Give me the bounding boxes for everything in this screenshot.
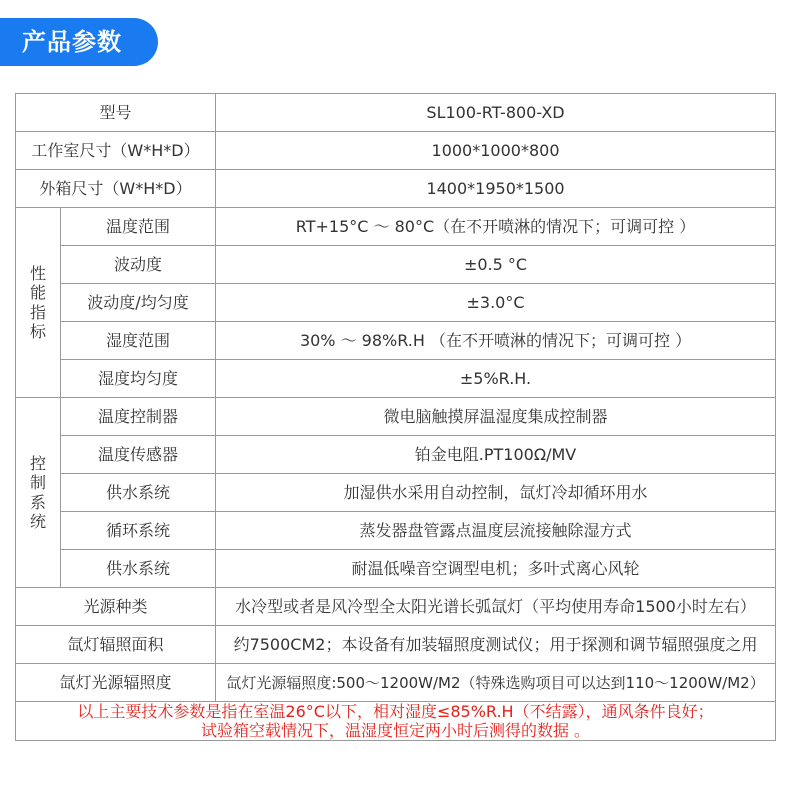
section-header-bar bbox=[0, 18, 158, 66]
row-value: ±3.0°C bbox=[216, 284, 776, 322]
note-cell bbox=[16, 702, 776, 741]
table-row bbox=[16, 170, 776, 208]
row-label: 温度范围 bbox=[61, 208, 216, 246]
row-value: 水冷型或者是风冷型全太阳光谱长弧氙灯（平均使用寿命1500小时左右） bbox=[216, 588, 776, 626]
note-line-1: 以上主要技术参数是指在室温26°C以下，相对湿度≤85%R.H（不结露），通风条件良好； bbox=[77, 702, 714, 721]
row-label: 湿度范围 bbox=[61, 322, 216, 360]
table-row bbox=[16, 436, 776, 474]
table-row bbox=[16, 626, 776, 664]
row-label: 波动度/均匀度 bbox=[61, 284, 216, 322]
table-row bbox=[16, 550, 776, 588]
row-label: 供水系统 bbox=[61, 550, 216, 588]
row-value: 1400*1950*1500 bbox=[216, 170, 776, 208]
table-row bbox=[16, 512, 776, 550]
table-row bbox=[16, 398, 776, 436]
row-value: 氙灯光源辐照度:500～1200W/M2（特殊选购项目可以达到110～1200W/M2） bbox=[216, 664, 776, 702]
table-row bbox=[16, 588, 776, 626]
row-label: 波动度 bbox=[61, 246, 216, 284]
table-row bbox=[16, 664, 776, 702]
row-value: 蒸发器盘管露点温度层流接触除湿方式 bbox=[216, 512, 776, 550]
row-value: SL100-RT-800-XD bbox=[216, 94, 776, 132]
group-label-text: 控 制 系 统 bbox=[29, 454, 46, 531]
note-line-2: 试验箱空载情况下，温湿度恒定两小时后测得的数据 。 bbox=[200, 721, 591, 741]
table-row bbox=[16, 246, 776, 284]
row-label: 温度控制器 bbox=[61, 398, 216, 436]
row-label: 湿度均匀度 bbox=[61, 360, 216, 398]
row-label: 工作室尺寸（W*H*D） bbox=[16, 132, 216, 170]
row-value: 加湿供水采用自动控制，氙灯冷却循环用水 bbox=[216, 474, 776, 512]
row-label: 温度传感器 bbox=[61, 436, 216, 474]
row-value: 约7500CM2；本设备有加装辐照度测试仪；用于探测和调节辐照强度之用 bbox=[216, 626, 776, 664]
note-row bbox=[16, 702, 776, 741]
row-value: ±5%R.H. bbox=[216, 360, 776, 398]
table-row bbox=[16, 322, 776, 360]
section-title: 产品参数 bbox=[22, 28, 122, 56]
row-label: 循环系统 bbox=[61, 512, 216, 550]
table-row bbox=[16, 360, 776, 398]
table-row bbox=[16, 284, 776, 322]
row-value: 耐温低噪音空调型电机；多叶式离心风轮 bbox=[216, 550, 776, 588]
row-label: 供水系统 bbox=[61, 474, 216, 512]
table-row bbox=[16, 474, 776, 512]
row-value: ±0.5 °C bbox=[216, 246, 776, 284]
row-label: 氙灯辐照面积 bbox=[16, 626, 216, 664]
row-value: 铂金电阻.PT100Ω/MV bbox=[216, 436, 776, 474]
row-label: 外箱尺寸（W*H*D） bbox=[16, 170, 216, 208]
table-row bbox=[16, 132, 776, 170]
table-row bbox=[16, 94, 776, 132]
row-value: RT+15°C ～ 80°C（在不开喷淋的情况下；可调可控 ） bbox=[216, 208, 776, 246]
row-label: 氙灯光源辐照度 bbox=[16, 664, 216, 702]
group-label-performance bbox=[16, 208, 61, 398]
row-label: 光源种类 bbox=[16, 588, 216, 626]
table-row bbox=[16, 208, 776, 246]
row-label: 型号 bbox=[16, 94, 216, 132]
row-value: 30% ～ 98%R.H （在不开喷淋的情况下；可调可控 ） bbox=[216, 322, 776, 360]
group-label-control bbox=[16, 398, 61, 588]
row-value: 微电脑触摸屏温湿度集成控制器 bbox=[216, 398, 776, 436]
parameter-table bbox=[15, 93, 776, 741]
row-value: 1000*1000*800 bbox=[216, 132, 776, 170]
group-label-text: 性 能 指 标 bbox=[29, 264, 46, 341]
